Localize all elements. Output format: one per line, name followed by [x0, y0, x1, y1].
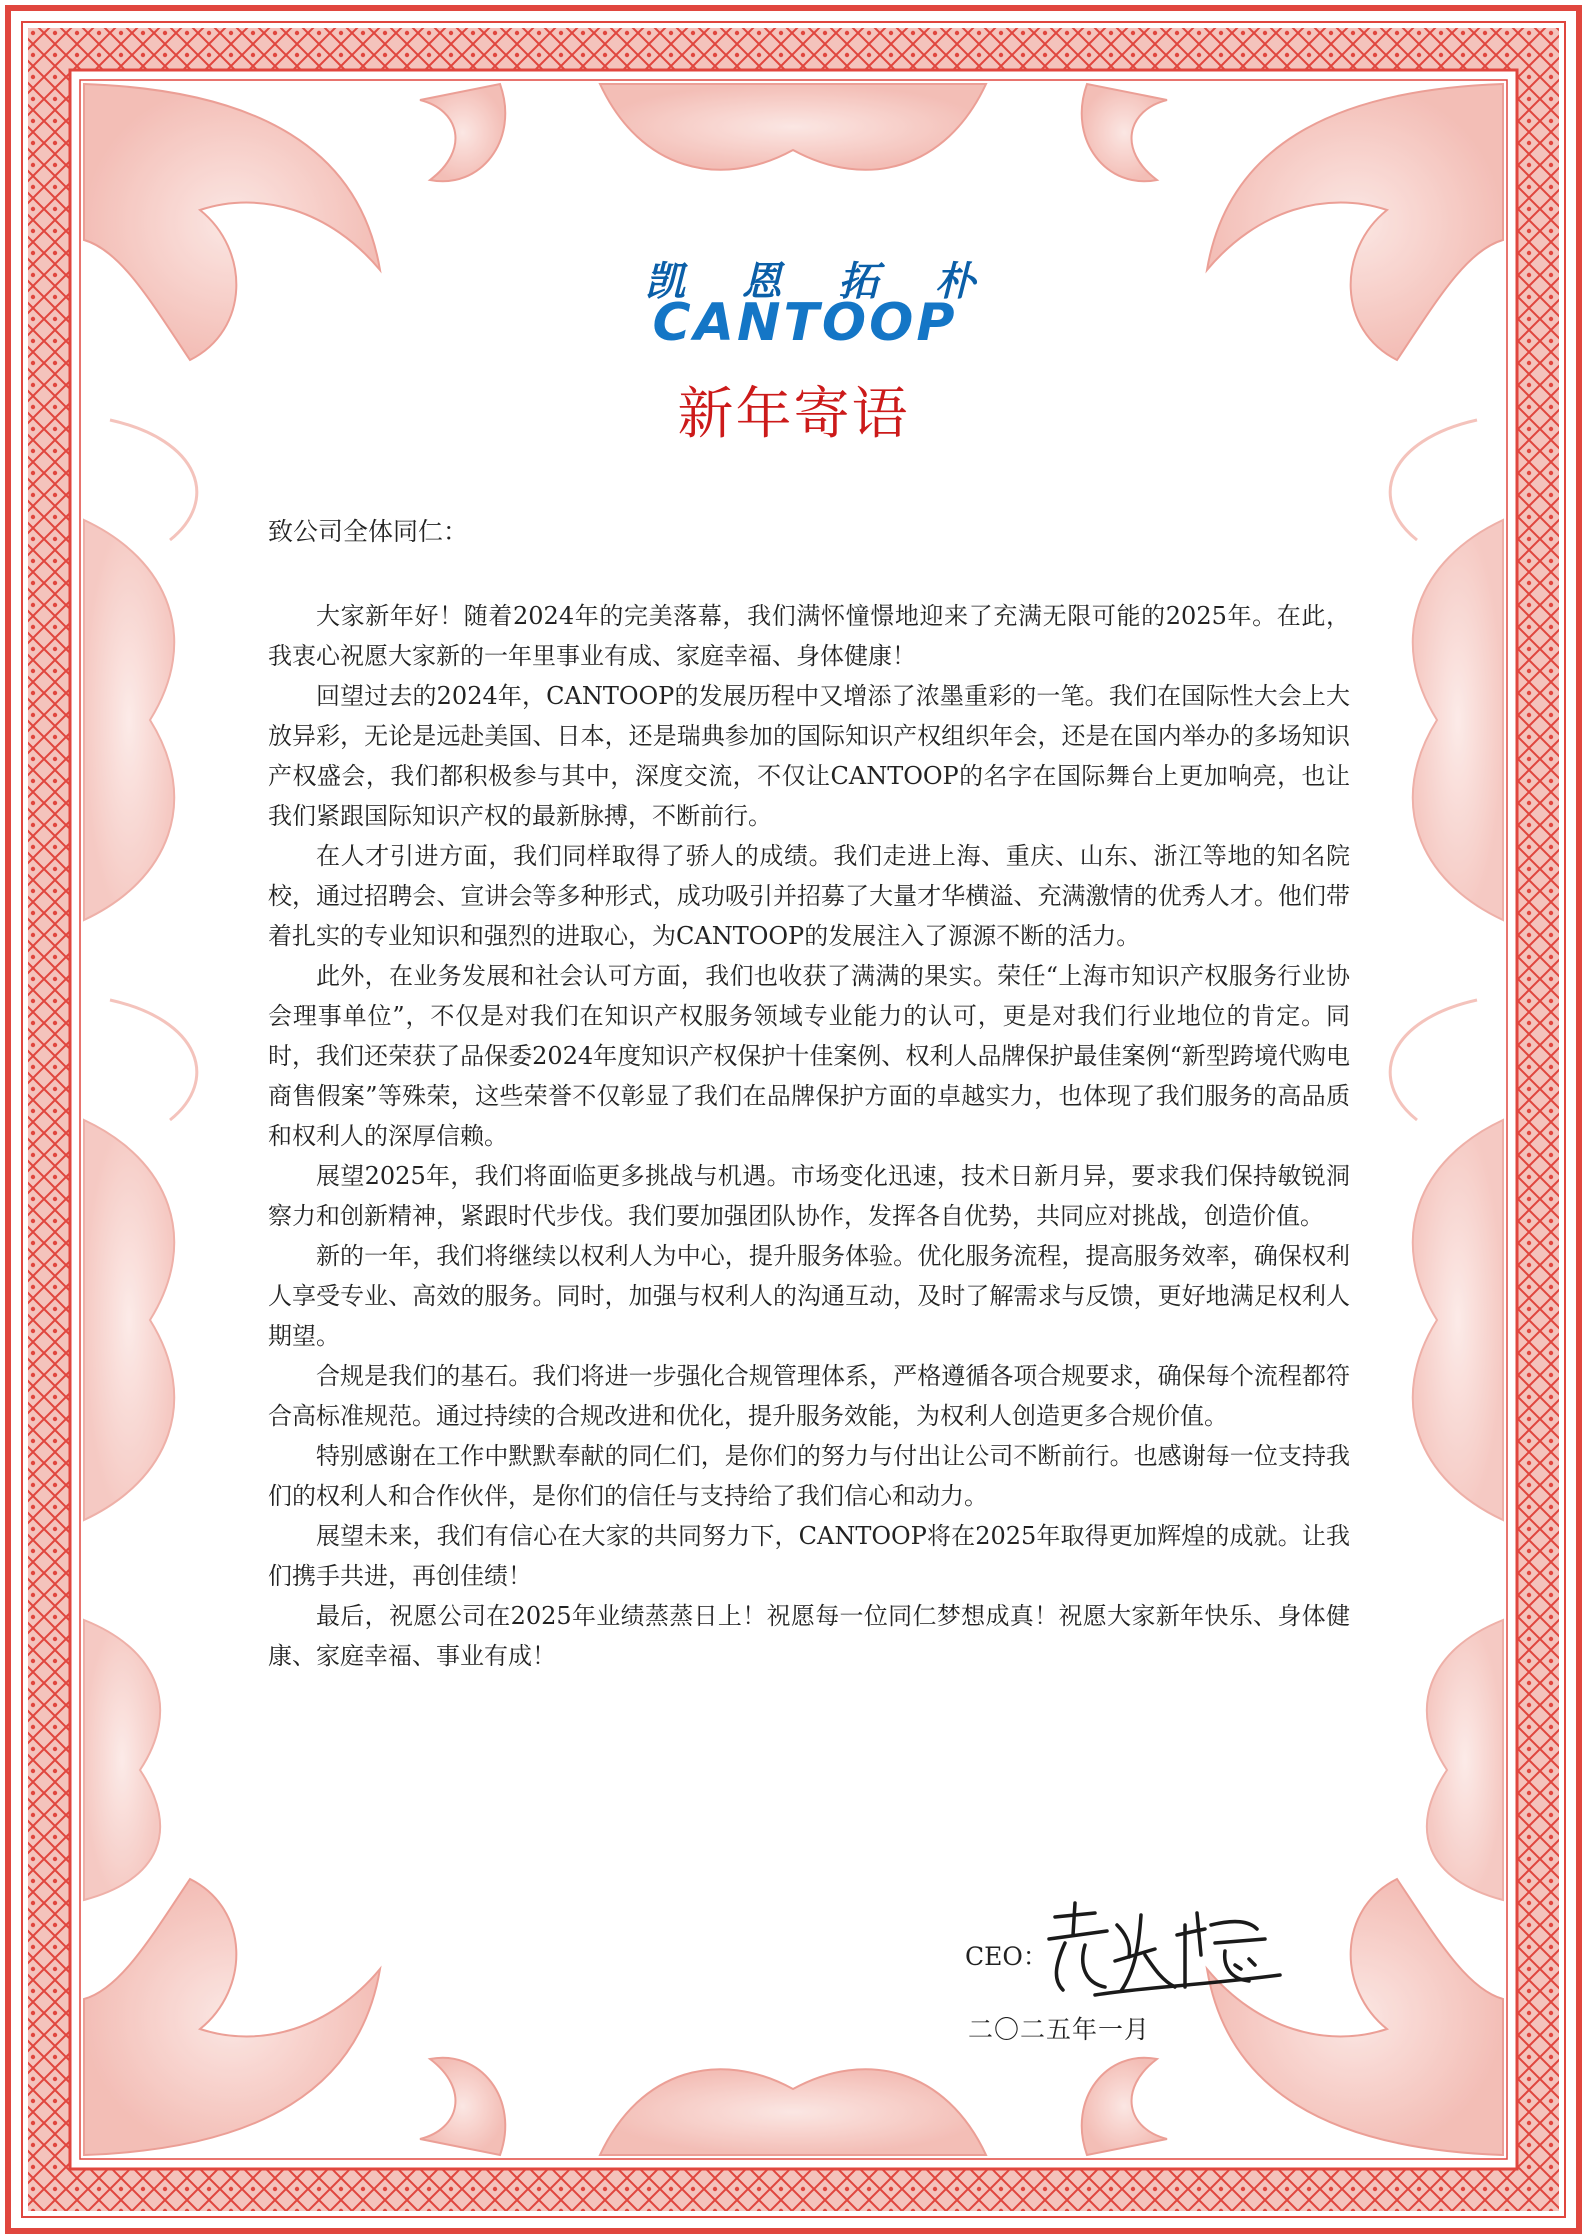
- salutation: 致公司全体同仁：: [268, 517, 469, 546]
- date-line: 二〇二五年一月: [968, 2015, 1151, 2044]
- company-logo: [600, 250, 1000, 353]
- paragraph: 展望未来，我们有信心在大家的共同努力下，CANTOOP将在2025年取得更加辉煌的成就。让我们携手共进，再创佳绩！: [268, 1522, 1350, 1590]
- paragraph: 大家新年好！随着2024年的完美落幕，我们满怀憧憬地迎来了充满无限可能的2025年。在此，我衷心祝愿大家新的一年里事业有成、家庭幸福、身体健康！: [268, 602, 1350, 670]
- paragraph: 在人才引进方面，我们同样取得了骄人的成绩。我们走进上海、重庆、山东、浙江等地的知名院校，通过招聘会、宣讲会等多种形式，成功吸引并招募了大量才华横溢、充满激情的优秀人才。他们带着扎实的专业知识和强烈的进取心，为CANTOOP的发展注入了源源不断的活力。: [268, 842, 1350, 950]
- ceo-label: CEO：: [965, 1942, 1048, 1971]
- paragraph: 合规是我们的基石。我们将进一步强化合规管理体系，严格遵循各项合规要求，确保每个流程都符合高标准规范。通过持续的合规改进和优化，提升服务效能，为权利人创造更多合规价值。: [268, 1362, 1350, 1430]
- paragraph: 回望过去的2024年，CANTOOP的发展历程中又增添了浓墨重彩的一笔。我们在国际性大会上大放异彩，无论是远赴美国、日本，还是瑞典参加的国际知识产权组织年会，还是在国内举办的多场知识产权盛会，我们都积极参与其中，深度交流，不仅让CANTOOP的名字在国际舞台上更加响亮，也让我们紧跟国际知识产权的最新脉搏，不断前行。: [268, 682, 1350, 830]
- paragraph: 展望2025年，我们将面临更多挑战与机遇。市场变化迅速，技术日新月异，要求我们保持敏锐洞察力和创新精神，紧跟时代步伐。我们要加强团队协作，发挥各自优势，共同应对挑战，创造价值。: [268, 1162, 1350, 1230]
- paragraph: 此外，在业务发展和社会认可方面，我们也收获了满满的果实。荣任“上海市知识产权服务行业协会理事单位”，不仅是对我们在知识产权服务领域专业能力的认可，更是对我们行业地位的肯定。同时，我们还荣获了品保委2024年度知识产权保护十佳案例、权利人品牌保护最佳案例“新型跨境代购电商售假案”等殊荣，这些荣誉不仅彰显了我们在品牌保护方面的卓越实力，也体现了我们服务的高品质和权利人的深厚信赖。: [268, 962, 1350, 1150]
- signature-block: [965, 1895, 1285, 1995]
- paragraph: 新的一年，我们将继续以权利人为中心，提升服务体验。优化服务流程，提高服务效率，确保权利人享受专业、高效的服务。同时，加强与权利人的沟通互动，及时了解需求与反馈，更好地满足权利人期望。: [268, 1242, 1350, 1350]
- handwritten-signature: [1035, 1895, 1285, 2005]
- page-title: 新年寄语: [677, 382, 910, 447]
- paragraph: 最后，祝愿公司在2025年业绩蒸蒸日上！祝愿每一位同仁梦想成真！祝愿大家新年快乐、身体健康、家庭幸福、事业有成！: [268, 1602, 1350, 1670]
- letter-body: [268, 596, 1350, 1676]
- logo-chinese-name: 凯 恩 拓 朴: [645, 259, 975, 305]
- logo-english-name: CANTOOP: [652, 293, 958, 353]
- paragraph: 特别感谢在工作中默默奉献的同仁们，是你们的努力与付出让公司不断前行。也感谢每一位支持我们的权利人和合作伙伴，是你们的信任与支持给了我们信心和动力。: [268, 1442, 1350, 1510]
